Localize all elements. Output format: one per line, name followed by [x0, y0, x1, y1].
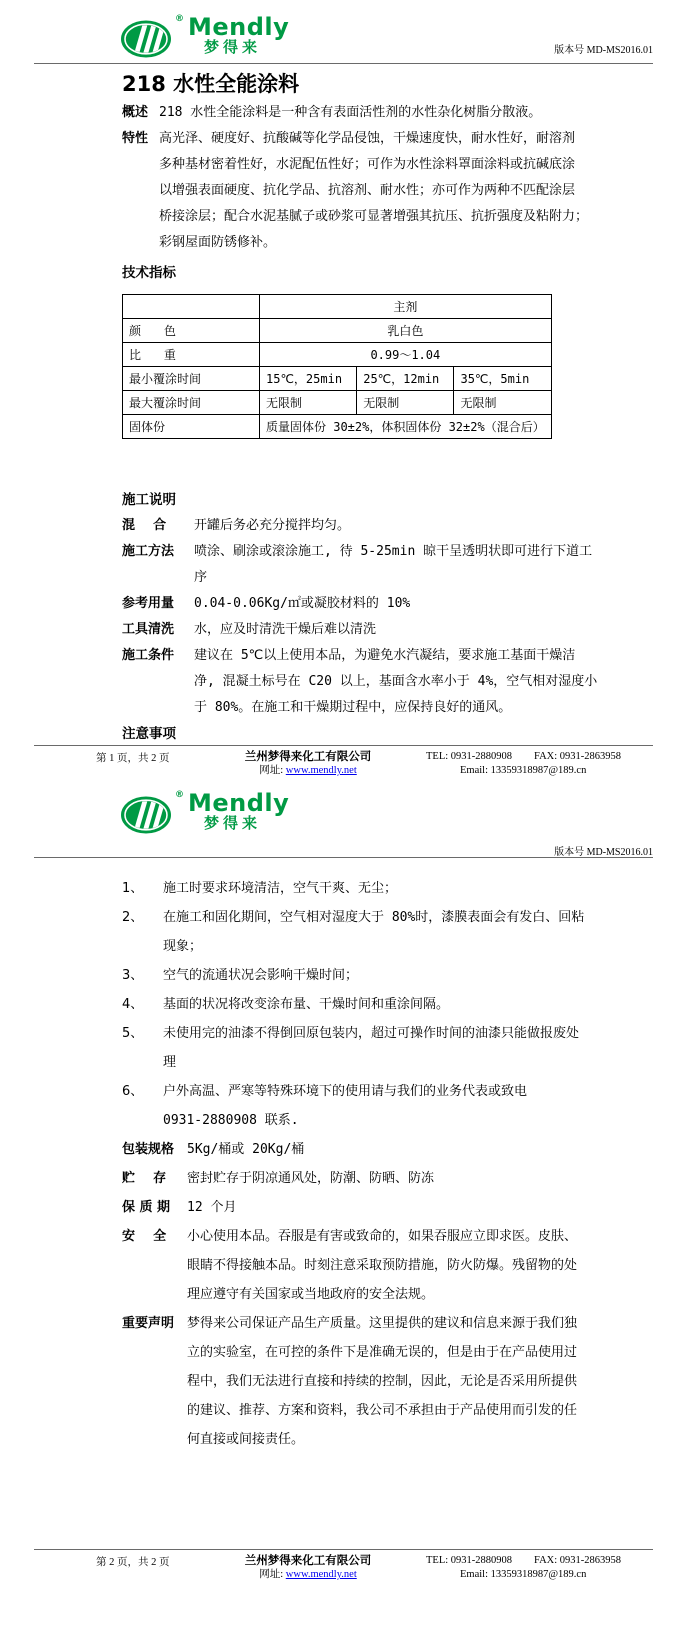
text-line: 密封贮存于阴凉通风处，防潮、防晒、防冻 — [187, 1171, 435, 1186]
solids-value-cell: 质量固体份 30±2%，体积固体份 32±2%（混合后） — [260, 415, 552, 439]
brand-name-cn: 梦得来 — [204, 814, 262, 832]
website-label: 网址: — [259, 1569, 286, 1580]
color-label-cell: 颜 色 — [123, 319, 260, 343]
statement-label: 重要声明 — [122, 1316, 175, 1331]
fax-text: FAX: 0931-2863958 — [534, 1555, 622, 1566]
construction-item-mixing — [122, 513, 587, 539]
notes-heading: 注意事项 — [122, 726, 176, 742]
table-row-max-recoat — [123, 391, 552, 415]
fax-text: FAX: 0931-2863958 — [534, 751, 622, 762]
tel-fax-line — [426, 1554, 653, 1568]
company-name: 兰州梦得来化工有限公司 — [244, 751, 372, 763]
table-row-solids — [123, 415, 552, 439]
text-line: 程中，我们无法进行直接和持续的控制，因此，无论是否采用所提供 — [187, 1374, 578, 1389]
info-item-statement — [122, 1309, 587, 1454]
mendly-logo-icon — [120, 792, 176, 836]
solids-label-cell: 固体份 — [123, 415, 260, 439]
page-header — [34, 0, 653, 64]
text-line: 的建议、推荐、方案和资料，我公司不承担由于产品使用而引发的任 — [187, 1403, 578, 1418]
brand-logo — [120, 789, 653, 836]
text-line: 理 — [163, 1055, 177, 1070]
method-label: 施工方法 — [122, 544, 175, 559]
construction-item-cleaning — [122, 617, 587, 643]
text-line: 0.04-0.06Kg/㎡或凝胶材料的 10% — [194, 596, 411, 611]
page-2 — [0, 780, 687, 1638]
tel-text: TEL: 0931-2880908 — [426, 751, 513, 762]
text-line: 桥接涂层；配合水泥基腻子或砂浆可显著增强其抗压、抗折强度及粘附力； — [159, 209, 589, 224]
min-recoat-15c-cell: 15℃，25min — [260, 367, 357, 391]
website-link[interactable]: www.mendly.net — [285, 1569, 357, 1580]
min-recoat-label-cell: 最小覆涂时间 — [123, 367, 260, 391]
mendly-logo-icon — [120, 16, 176, 60]
construction-heading: 施工说明 — [122, 492, 176, 508]
info-item-storage — [122, 1164, 587, 1193]
text-line: 何直接或间接责任。 — [187, 1432, 305, 1447]
overview-text — [159, 100, 587, 126]
text-line: 建议在 5℃以上使用本品，为避免水汽凝结，要求施工基面干燥洁 — [194, 648, 576, 663]
shelf-life-label: 保 质 期 — [122, 1200, 171, 1215]
website-line — [202, 764, 414, 778]
company-name: 兰州梦得来化工有限公司 — [244, 1555, 372, 1567]
overview-label: 概述 — [122, 105, 149, 120]
text-line: 户外高温、严寒等特殊环境下的使用请与我们的业务代表或致电 — [163, 1084, 528, 1099]
brand-name-cn: 梦得来 — [204, 38, 262, 56]
construction-item-conditions — [122, 643, 598, 721]
info-item-shelf-life — [122, 1193, 587, 1222]
features-text — [159, 126, 587, 256]
text-line: 基面的状况将改变涂布量、干燥时间和重涂间隔。 — [163, 997, 450, 1012]
page2-footer — [34, 1549, 653, 1582]
text-line: 开罐后务必充分搅拌均匀。 — [194, 518, 351, 533]
tel-text: TEL: 0931-2880908 — [426, 1555, 513, 1566]
construction-item-dosage — [122, 591, 587, 617]
text-line: 在施工和固化期间，空气相对湿度大于 80%时，漆膜表面会有发白、回粘 — [163, 910, 585, 925]
text-line: 水，应及时清洗干燥后难以清洗 — [194, 622, 377, 637]
page-number: 第 2 页，共 2 页 — [96, 1557, 170, 1568]
text-line: 彩钢屋面防锈修补。 — [159, 235, 277, 250]
construction-item-method — [122, 539, 593, 591]
section-overview — [122, 100, 587, 126]
features-label: 特性 — [122, 131, 149, 146]
page-title: 218 水性全能涂料 — [122, 72, 300, 96]
info-item-safety — [122, 1222, 587, 1309]
text-line: 序 — [194, 570, 208, 585]
registered-mark: ® — [175, 14, 184, 24]
item-number: 6、 — [122, 1084, 144, 1099]
numbered-item-4 — [122, 990, 587, 1019]
table-row-gravity — [123, 343, 552, 367]
email-line: Email: 13359318987@189.cn — [460, 765, 587, 776]
page1-content — [0, 71, 687, 747]
text-line: 5Kg/桶或 20Kg/桶 — [187, 1142, 305, 1157]
text-line: 小心使用本品。吞服是有害或致命的，如果吞服应立即求医。皮肤、 — [187, 1229, 578, 1244]
numbered-item-1 — [122, 874, 587, 903]
safety-label: 安 全 — [122, 1229, 167, 1244]
text-line: 立的实验室，在可控的条件下是准确无误的，但是由于在产品使用过 — [187, 1345, 578, 1360]
table-row-header — [123, 295, 552, 319]
color-value-cell: 乳白色 — [260, 319, 552, 343]
main-agent-cell: 主剂 — [260, 295, 552, 319]
text-line: 218 水性全能涂料是一种含有表面活性剂的水性杂化树脂分散液。 — [159, 105, 542, 120]
page-1 — [0, 0, 687, 780]
text-line: 喷涂、刷涂或滚涂施工, 待 5-25min 晾干呈透明状即可进行下道工 — [194, 544, 593, 559]
website-link[interactable]: www.mendly.net — [285, 765, 357, 776]
storage-label: 贮 存 — [122, 1171, 167, 1186]
tech-table — [122, 294, 552, 439]
item-number: 3、 — [122, 968, 144, 983]
text-line: 空气的流通状况会影响干燥时间； — [163, 968, 359, 983]
item-number: 2、 — [122, 910, 144, 925]
registered-mark: ® — [175, 790, 184, 800]
text-line: 0931-2880908 联系. — [163, 1113, 299, 1128]
min-recoat-35c-cell: 35℃，5min — [454, 367, 551, 391]
text-line: 于 80%。在施工和干燥期过程中，应保持良好的通风。 — [194, 700, 512, 715]
table-row-color — [123, 319, 552, 343]
text-line: 以增强表面硬度、抗化学品、抗溶剂、耐水性；亦可作为两种不匹配涂层 — [159, 183, 576, 198]
numbered-item-6 — [122, 1077, 587, 1135]
mixing-label: 混 合 — [122, 518, 167, 533]
page-number: 第 1 页，共 2 页 — [96, 753, 170, 764]
numbered-item-3 — [122, 961, 587, 990]
text-line: 梦得来公司保证产品生产质量。这里提供的建议和信息来源于我们独 — [187, 1316, 578, 1331]
version-label: 版本号 MD-MS2016.01 — [554, 45, 653, 56]
cleaning-label: 工具清洗 — [122, 622, 175, 637]
numbered-item-2 — [122, 903, 587, 961]
text-line: 多种基材密着性好，水泥配伍性好；可作为水性涂料罩面涂料或抗碱底涂 — [159, 157, 576, 172]
dosage-label: 参考用量 — [122, 596, 175, 611]
tech-indicators-heading: 技术指标 — [122, 265, 176, 281]
table-row-min-recoat — [123, 367, 552, 391]
gravity-value-cell: 0.99～1.04 — [260, 343, 552, 367]
section-features — [122, 126, 587, 256]
page-header — [34, 780, 653, 858]
max-recoat-25c-cell: 无限制 — [357, 391, 454, 415]
page2-content — [0, 858, 687, 1454]
numbered-item-5 — [122, 1019, 587, 1077]
text-line: 净, 混凝土标号在 C20 以上，基面含水率小于 4%，空气相对湿度小 — [194, 674, 598, 689]
text-line: 高光泽、硬度好、抗酸碱等化学品侵蚀，干燥速度快，耐水性好，耐溶剂 — [159, 131, 576, 146]
text-line: 施工时要求环境清洁，空气干爽、无尘； — [163, 881, 398, 896]
website-label: 网址: — [259, 765, 286, 776]
min-recoat-25c-cell: 25℃，12min — [357, 367, 454, 391]
version-label: 版本号 MD-MS2016.01 — [554, 847, 653, 858]
text-line: 未使用完的油漆不得倒回原包装内，超过可操作时间的油漆只能做报废处 — [163, 1026, 580, 1041]
page1-footer — [34, 745, 653, 778]
conditions-label: 施工条件 — [122, 648, 175, 663]
max-recoat-label-cell: 最大覆涂时间 — [123, 391, 260, 415]
email-line: Email: 13359318987@189.cn — [460, 1569, 587, 1580]
brand-name: Mendly — [188, 789, 290, 817]
text-line: 眼睛不得接触本品。时刻注意采取预防措施，防火防爆。残留物的处 — [187, 1258, 578, 1273]
item-number: 1、 — [122, 881, 144, 896]
brand-name: Mendly — [188, 13, 290, 41]
gravity-label-cell: 比 重 — [123, 343, 260, 367]
text-line: 现象； — [163, 939, 203, 954]
item-number: 5、 — [122, 1026, 144, 1041]
website-line — [202, 1568, 414, 1582]
table-corner-cell — [123, 295, 260, 319]
max-recoat-15c-cell: 无限制 — [260, 391, 357, 415]
max-recoat-35c-cell: 无限制 — [454, 391, 551, 415]
item-number: 4、 — [122, 997, 144, 1012]
text-line: 理应遵守有关国家或当地政府的安全法规。 — [187, 1287, 435, 1302]
text-line: 12 个月 — [187, 1200, 237, 1215]
info-item-packaging — [122, 1135, 587, 1164]
tel-fax-line — [426, 750, 653, 764]
packaging-label: 包装规格 — [122, 1142, 175, 1157]
